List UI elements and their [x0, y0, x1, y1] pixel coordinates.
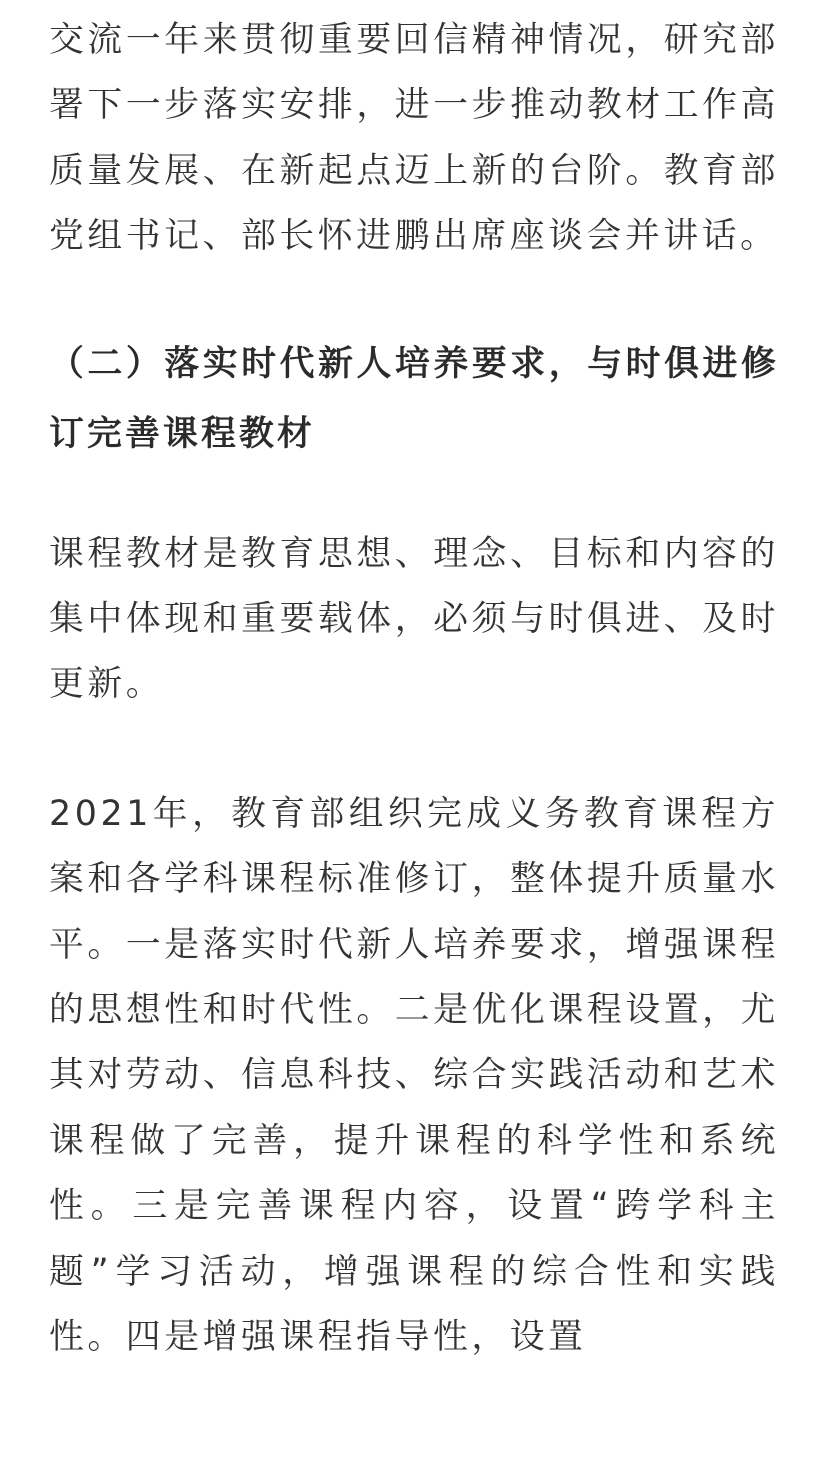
section-heading: （二）落实时代新人培养要求，与时俱进修订完善课程教材 [49, 343, 779, 454]
article-paragraph: 课程教材是教育思想、理念、目标和内容的集中体现和重要载体，必须与时俱进、及时更新。 [49, 533, 779, 705]
paragraph-spacer [49, 718, 779, 782]
article-body [49, 8, 779, 1371]
article-paragraph: 交流一年来贯彻重要回信精神情况，研究部署下一步落实安排，进一步推动教材工作高质量发展、在新起点迈上新的台阶。教育部党组书记、部长怀进鹏出席座谈会并讲话。 [49, 20, 779, 257]
paragraph-spacer [49, 270, 779, 329]
article-paragraph: 2021年，教育部组织完成义务教育课程方案和各学科课程标准修订，整体提升质量水平。一是落实时代新人培养要求，增强课程的思想性和时代性。二是优化课程设置，尤其对劳动、信息科技、综合实践活动和艺术课程做了完善，提升课程的科学性和系统性。三是完善课程内容，设置“跨学科主题”学习活动，增强课程的综合性和实践性。四是增强课程指导性，设置 [49, 793, 779, 1358]
paragraph-spacer [49, 469, 779, 522]
